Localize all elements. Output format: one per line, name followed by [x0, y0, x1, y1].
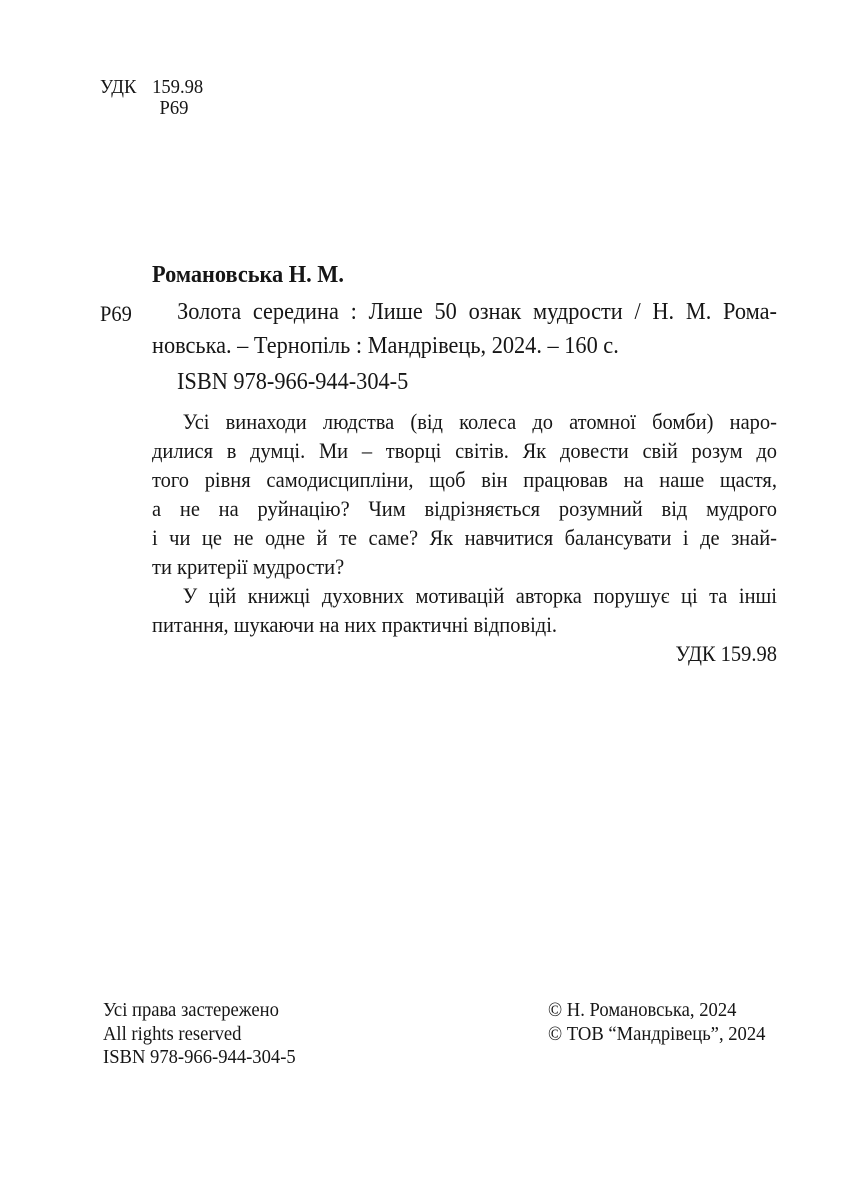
udc-classification-block — [100, 77, 203, 119]
margin-author-sign-code: Р69 — [100, 301, 132, 326]
bibliographic-record-line: новська. – Тернопіль : Мандрівець, 2024. – 160 с. — [152, 333, 619, 359]
annotation-line: ти критерії мудрости? — [152, 554, 345, 579]
author-heading: Романовська Н. М. — [152, 262, 344, 288]
annotation — [152, 407, 777, 668]
rights-line-uk: Усі права застережено — [103, 999, 279, 1021]
copyright-publisher-line: © ТОВ “Мандрівець”, 2024 — [548, 1022, 766, 1045]
isbn-line: ISBN 978-966-944-304-5 — [177, 369, 409, 395]
copyright-author-line: © Н. Романовська, 2024 — [548, 999, 737, 1021]
udc-line — [100, 77, 203, 98]
bibliographic-record-line: Золота середина : Лише 50 ознак мудрости / Н. М. Рома- — [177, 299, 777, 325]
copyright-block — [548, 999, 765, 1046]
annotation-line: а не на руйнацію? Чим відрізняється розумний від мудрого — [152, 496, 777, 521]
annotation-line: питання, шукаючи на них практичні відповіді. — [152, 612, 558, 637]
udc-reference: УДК 159.98 — [675, 641, 777, 666]
udc-value: 159.98 — [152, 76, 204, 98]
annotation-line: дилися в думці. Ми – творці світів. Як довести свій розум до — [152, 438, 777, 463]
rights-line-en: All rights reserved — [103, 1022, 242, 1045]
udc-label: УДК — [100, 76, 137, 98]
annotation-line: того рівня самодисципліни, щоб він працював на наше щастя, — [152, 467, 777, 492]
author-sign-code: Р69 — [159, 97, 189, 119]
bibliographic-record — [152, 295, 777, 363]
isbn-footer-line: ISBN 978-966-944-304-5 — [103, 1046, 296, 1068]
rights-block — [103, 999, 296, 1070]
annotation-line: Усі винаходи людства (від колеса до атомної бомби) наро- — [182, 409, 777, 434]
annotation-line: і чи це не одне й те саме? Як навчитися балансувати і де знай- — [152, 525, 777, 550]
annotation-line: У цій книжці духовних мотивацій авторка порушує ці та інші — [182, 583, 777, 608]
